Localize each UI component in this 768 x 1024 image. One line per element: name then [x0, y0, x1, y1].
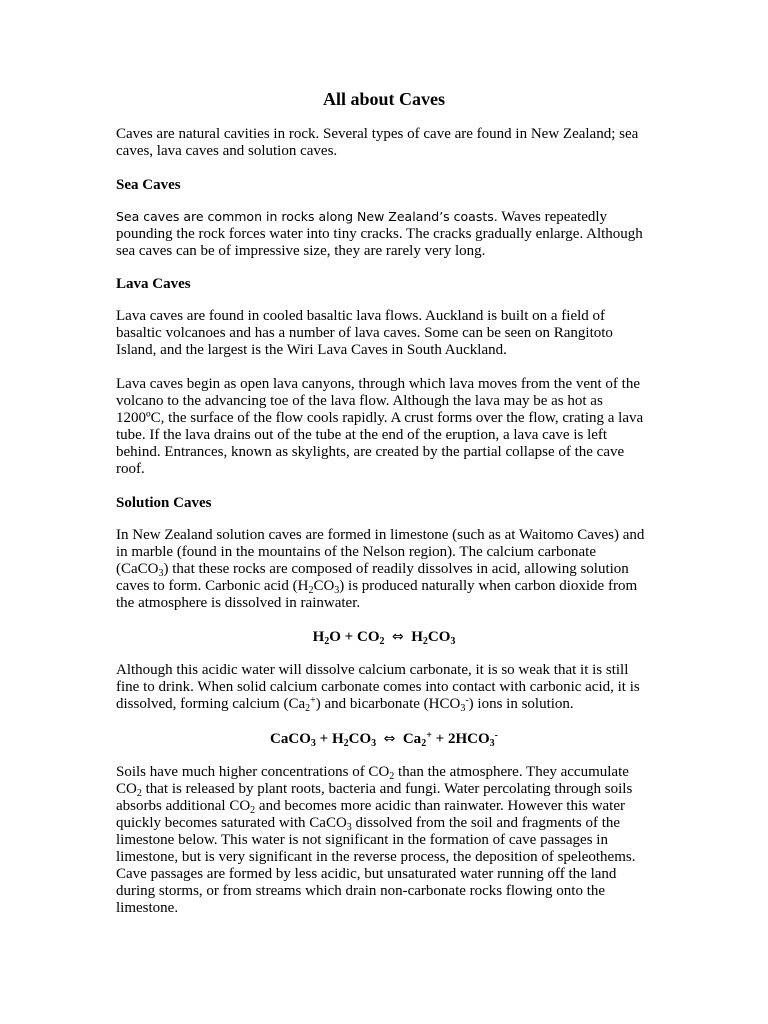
eq1-h: H: [312, 629, 325, 645]
solution-p3-text-e: dissolved from the soil and fragments of the limestone below. This water is not significant in the formation of cave passages in limestone, but is very significant in the reverse process, the deposition of speleothems. Cave passages are formed by less acidic, but unsaturated water running off the land during storms, or from streams which drain non-carbonate rocks flowing onto the limestone.: [116, 815, 636, 916]
solution-p3-text-c: that is released by plant roots, bacteria and fungi. Water percolating through soils absorbs additional CO: [116, 781, 633, 814]
lava-caves-paragraph-2: Lava caves begin as open lava canyons, through which lava moves from the vent of the volcano to the advancing toe of the lava flow. Although the lava may be as hot as 1200ºC, the surface of the flow cools rapidly. A crust forms over the flow, crating a lava tube. If the lava drains out of the tube at the end of the eruption, a lava cave is left behind. Entrances, known as skylights, are created by the partial collapse of the cave roof.: [116, 376, 644, 477]
solution-p3-text-a: Soils have much higher concentrations of CO: [116, 764, 390, 780]
eq2-ca: Ca: [402, 731, 422, 747]
solution-caves-paragraph-2: [116, 662, 652, 713]
eq1-co: CO: [427, 629, 451, 645]
sea-caves-sentence-1: Sea caves are common in rocks along New Zealand’s coasts.: [116, 209, 498, 224]
lava-caves-heading: Lava Caves: [116, 276, 191, 292]
subscript-2: 2: [136, 788, 142, 799]
eq2-plus-h: + H: [315, 731, 344, 747]
eq1-o-co: O + CO: [329, 629, 380, 645]
solution-p2-text-c: ) ions in solution.: [468, 696, 574, 712]
sea-caves-paragraph: [116, 208, 652, 260]
superscript-plus: +: [310, 695, 316, 706]
sea-caves-heading: Sea Caves: [116, 177, 181, 193]
subscript-3: 3: [334, 585, 340, 596]
solution-p3-text-b: than the atmosphere. They accumulate CO: [116, 764, 629, 797]
equation-calcium-dissolution: [116, 731, 652, 748]
lava-caves-paragraph-1: Lava caves are found in cooled basaltic lava flows. Auckland is built on a field of basaltic volcanoes and has a number of lava caves. Some can be seen on Rangitoto Island, and the largest is the Wiri Lava Caves in South Auckland.: [116, 308, 613, 358]
eq2-caco: CaCO: [270, 731, 311, 747]
solution-caves-paragraph-1: [116, 527, 652, 612]
eq1-sub-2: 2: [324, 636, 330, 647]
double-arrow-icon: ⇔: [391, 629, 404, 645]
eq2-sup-minus: -: [494, 730, 498, 741]
eq1-sub-2b: 2: [379, 636, 385, 647]
solution-p3-text-d: and becomes more acidic than rainwater. However this water quickly becomes saturated with CaCO: [116, 798, 626, 831]
eq2-sub-3c: 3: [489, 738, 495, 749]
subscript-2: 2: [250, 805, 256, 816]
double-arrow-icon: ⇔: [383, 731, 396, 747]
eq1-h2: H: [411, 629, 423, 645]
eq2-sub-3: 3: [310, 738, 316, 749]
eq1-sub-3: 3: [450, 636, 456, 647]
superscript-minus: -: [465, 695, 469, 706]
eq2-sup-plus: +: [426, 730, 432, 741]
eq2-co: CO: [348, 731, 372, 747]
subscript-3: 3: [460, 703, 466, 714]
solution-p1-text-b: ) that these rocks are composed of readily dissolves in acid, allowing solution caves to form. Carbonic acid (H: [116, 561, 629, 594]
intro-paragraph: Caves are natural cavities in rock. Several types of cave are found in New Zealand; sea caves, lava caves and solution caves.: [116, 126, 639, 159]
eq1-sub-2c: 2: [422, 636, 428, 647]
subscript-2: 2: [305, 703, 311, 714]
subscript-3: 3: [346, 822, 352, 833]
solution-p2-text-a: Although this acidic water will dissolve calcium carbonate, it is so weak that it is still fine to drink. When solid calcium carbonate comes into contact with carbonic acid, it is dissolved, forming calcium (Ca: [116, 662, 640, 712]
eq2-sub-2b: 2: [421, 738, 427, 749]
subscript-2: 2: [389, 771, 395, 782]
solution-p1-text-c: CO: [313, 578, 335, 594]
solution-p1-text-d: ) is produced naturally when carbon dioxide from the atmosphere is dissolved in rainwater.: [116, 578, 638, 611]
subscript-2: 2: [308, 585, 314, 596]
eq2-sub-2: 2: [343, 738, 349, 749]
solution-caves-paragraph-3: [116, 764, 652, 917]
subscript-3: 3: [158, 568, 164, 579]
eq2-plus-2hco: + 2HCO: [431, 731, 490, 747]
solution-p1-text-a: In New Zealand solution caves are formed in limestone (such as at Waitomo Caves) and in marble (found in the mountains of the Nelson region). The calcium carbonate (CaCO: [116, 527, 645, 577]
solution-caves-heading: Solution Caves: [116, 495, 212, 511]
eq2-sub-3b: 3: [371, 738, 377, 749]
equation-carbonic-acid: [116, 629, 652, 646]
sea-caves-sentence-rest: Waves repeatedly pounding the rock forces water into tiny cracks. The cracks gradually enlarge. Although sea caves can be of impressive size, they are rarely very long.: [116, 209, 643, 259]
solution-p2-text-b: ) and bicarbonate (HCO: [315, 696, 461, 712]
page-title: All about Caves: [322, 89, 445, 109]
